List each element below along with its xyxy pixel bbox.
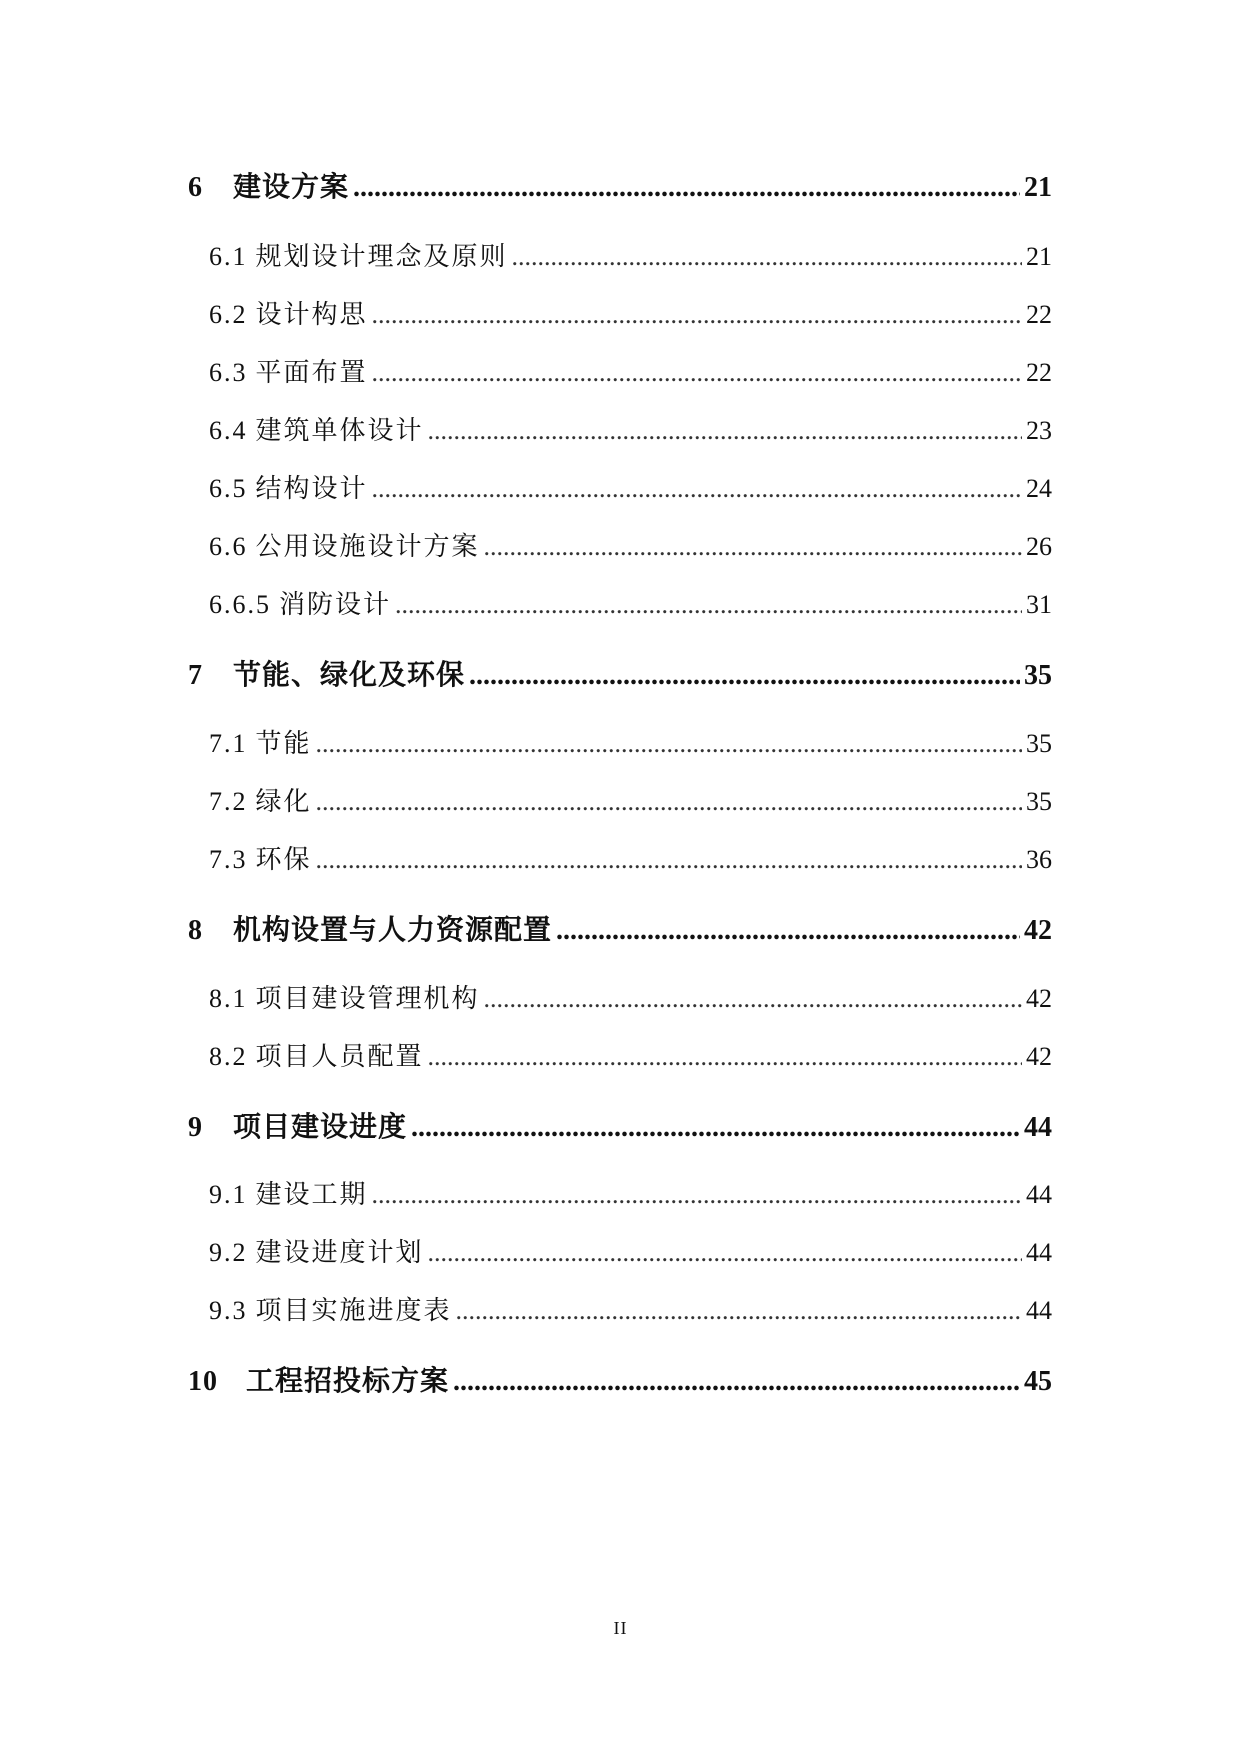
toc-page-number: 24 (1026, 474, 1052, 503)
toc-leader (372, 300, 1022, 330)
toc-title: 平面布置 (255, 358, 368, 387)
toc-title: 项目人员配置 (255, 1042, 424, 1071)
toc-title: 项目建设进度 (233, 1112, 408, 1143)
toc-page-number: 35 (1026, 787, 1052, 816)
toc-number: 6.5 (209, 474, 248, 503)
toc-number: 6.6.5 (209, 590, 271, 619)
toc-leader (316, 787, 1022, 817)
toc-page-number: 21 (1024, 172, 1052, 203)
toc-leader (411, 1112, 1020, 1144)
toc-number: 6.2 (209, 300, 248, 329)
toc-page-number: 44 (1026, 1180, 1052, 1209)
toc-leader (316, 729, 1022, 759)
toc-leader (484, 984, 1022, 1014)
toc-page-number: 21 (1026, 242, 1052, 271)
toc-title: 项目建设管理机构 (255, 984, 480, 1013)
toc-leader (316, 845, 1022, 875)
toc-page-number: 22 (1026, 358, 1052, 387)
toc-section-7-2[interactable] (209, 781, 1052, 818)
toc-section-7-3[interactable] (209, 839, 1052, 876)
toc-section-6-3[interactable] (209, 352, 1052, 389)
footer-page-number: II (613, 1618, 628, 1638)
toc-leader (395, 590, 1022, 620)
toc-page-number: 31 (1026, 590, 1052, 619)
toc-title: 机构设置与人力资源配置 (233, 915, 553, 946)
toc-page-number: 42 (1024, 915, 1052, 946)
toc-leader (428, 1042, 1022, 1072)
toc-title: 工程招投标方案 (246, 1366, 450, 1397)
toc-leader (469, 660, 1020, 692)
toc-leader (512, 242, 1022, 272)
toc-number: 9.1 (209, 1180, 248, 1209)
toc-title: 建筑单体设计 (255, 416, 424, 445)
toc-number: 6 (188, 172, 203, 203)
toc-number: 9.2 (209, 1238, 248, 1267)
toc-section-6-6-5[interactable] (209, 584, 1052, 621)
toc-title: 建设方案 (233, 172, 350, 203)
toc-page-number: 44 (1026, 1238, 1052, 1267)
toc-leader (372, 358, 1022, 388)
toc-leader (372, 474, 1022, 504)
toc-page-number: 36 (1026, 845, 1052, 874)
toc-leader (353, 172, 1020, 204)
toc-leader (456, 1296, 1022, 1326)
toc-title: 结构设计 (255, 474, 368, 503)
toc-page-number: 22 (1026, 300, 1052, 329)
toc-chapter-9[interactable] (188, 1105, 1052, 1145)
toc-number: 8 (188, 915, 203, 946)
toc-page-number: 44 (1026, 1296, 1052, 1325)
toc-page-number: 44 (1024, 1112, 1052, 1143)
toc-section-9-1[interactable] (209, 1174, 1052, 1211)
toc-leader (556, 915, 1020, 947)
toc-title: 节能、绿化及环保 (233, 660, 466, 691)
toc-leader (484, 532, 1022, 562)
toc-page-number: 26 (1026, 532, 1052, 561)
toc-section-9-2[interactable] (209, 1232, 1052, 1269)
toc-title: 建设工期 (255, 1180, 368, 1209)
toc-leader (453, 1366, 1020, 1398)
toc-section-9-3[interactable] (209, 1290, 1052, 1327)
toc-chapter-6[interactable] (188, 165, 1052, 205)
toc-number: 10 (188, 1366, 218, 1397)
toc-number: 7.3 (209, 845, 248, 874)
toc-number: 9.3 (209, 1296, 248, 1325)
toc-chapter-8[interactable] (188, 908, 1052, 948)
toc-number: 7.2 (209, 787, 248, 816)
toc-section-6-5[interactable] (209, 468, 1052, 505)
toc-page-number: 23 (1026, 416, 1052, 445)
toc-title: 建设进度计划 (255, 1238, 424, 1267)
toc-leader (428, 416, 1022, 446)
toc-number: 6.6 (209, 532, 248, 561)
toc-page-number: 45 (1024, 1366, 1052, 1397)
toc-title: 规划设计理念及原则 (255, 242, 508, 271)
toc-title: 绿化 (255, 787, 312, 816)
toc-page-number: 35 (1024, 660, 1052, 691)
toc-title: 节能 (255, 729, 312, 758)
toc-number: 8.2 (209, 1042, 248, 1071)
toc-page-number: 42 (1026, 984, 1052, 1013)
toc-leader (372, 1180, 1022, 1210)
toc-number: 7.1 (209, 729, 248, 758)
toc-title: 环保 (255, 845, 312, 874)
toc-title: 公用设施设计方案 (255, 532, 480, 561)
toc-section-6-6[interactable] (209, 526, 1052, 563)
toc-section-6-2[interactable] (209, 294, 1052, 331)
toc-section-6-1[interactable] (209, 236, 1052, 273)
toc-number: 6.1 (209, 242, 248, 271)
toc-section-7-1[interactable] (209, 723, 1052, 760)
toc-section-8-2[interactable] (209, 1036, 1052, 1073)
toc-title: 设计构思 (255, 300, 368, 329)
toc-number: 9 (188, 1112, 203, 1143)
toc-section-6-4[interactable] (209, 410, 1052, 447)
toc-chapter-10[interactable] (188, 1359, 1052, 1399)
toc-number: 6.4 (209, 416, 248, 445)
toc-section-8-1[interactable] (209, 978, 1052, 1015)
toc-number: 7 (188, 660, 203, 691)
toc-number: 6.3 (209, 358, 248, 387)
toc-page-number: 42 (1026, 1042, 1052, 1071)
toc-page-number: 35 (1026, 729, 1052, 758)
toc-title: 项目实施进度表 (255, 1296, 452, 1325)
toc-title: 消防设计 (279, 590, 392, 619)
toc-leader (428, 1238, 1022, 1268)
toc-number: 8.1 (209, 984, 248, 1013)
toc-chapter-7[interactable] (188, 653, 1052, 693)
